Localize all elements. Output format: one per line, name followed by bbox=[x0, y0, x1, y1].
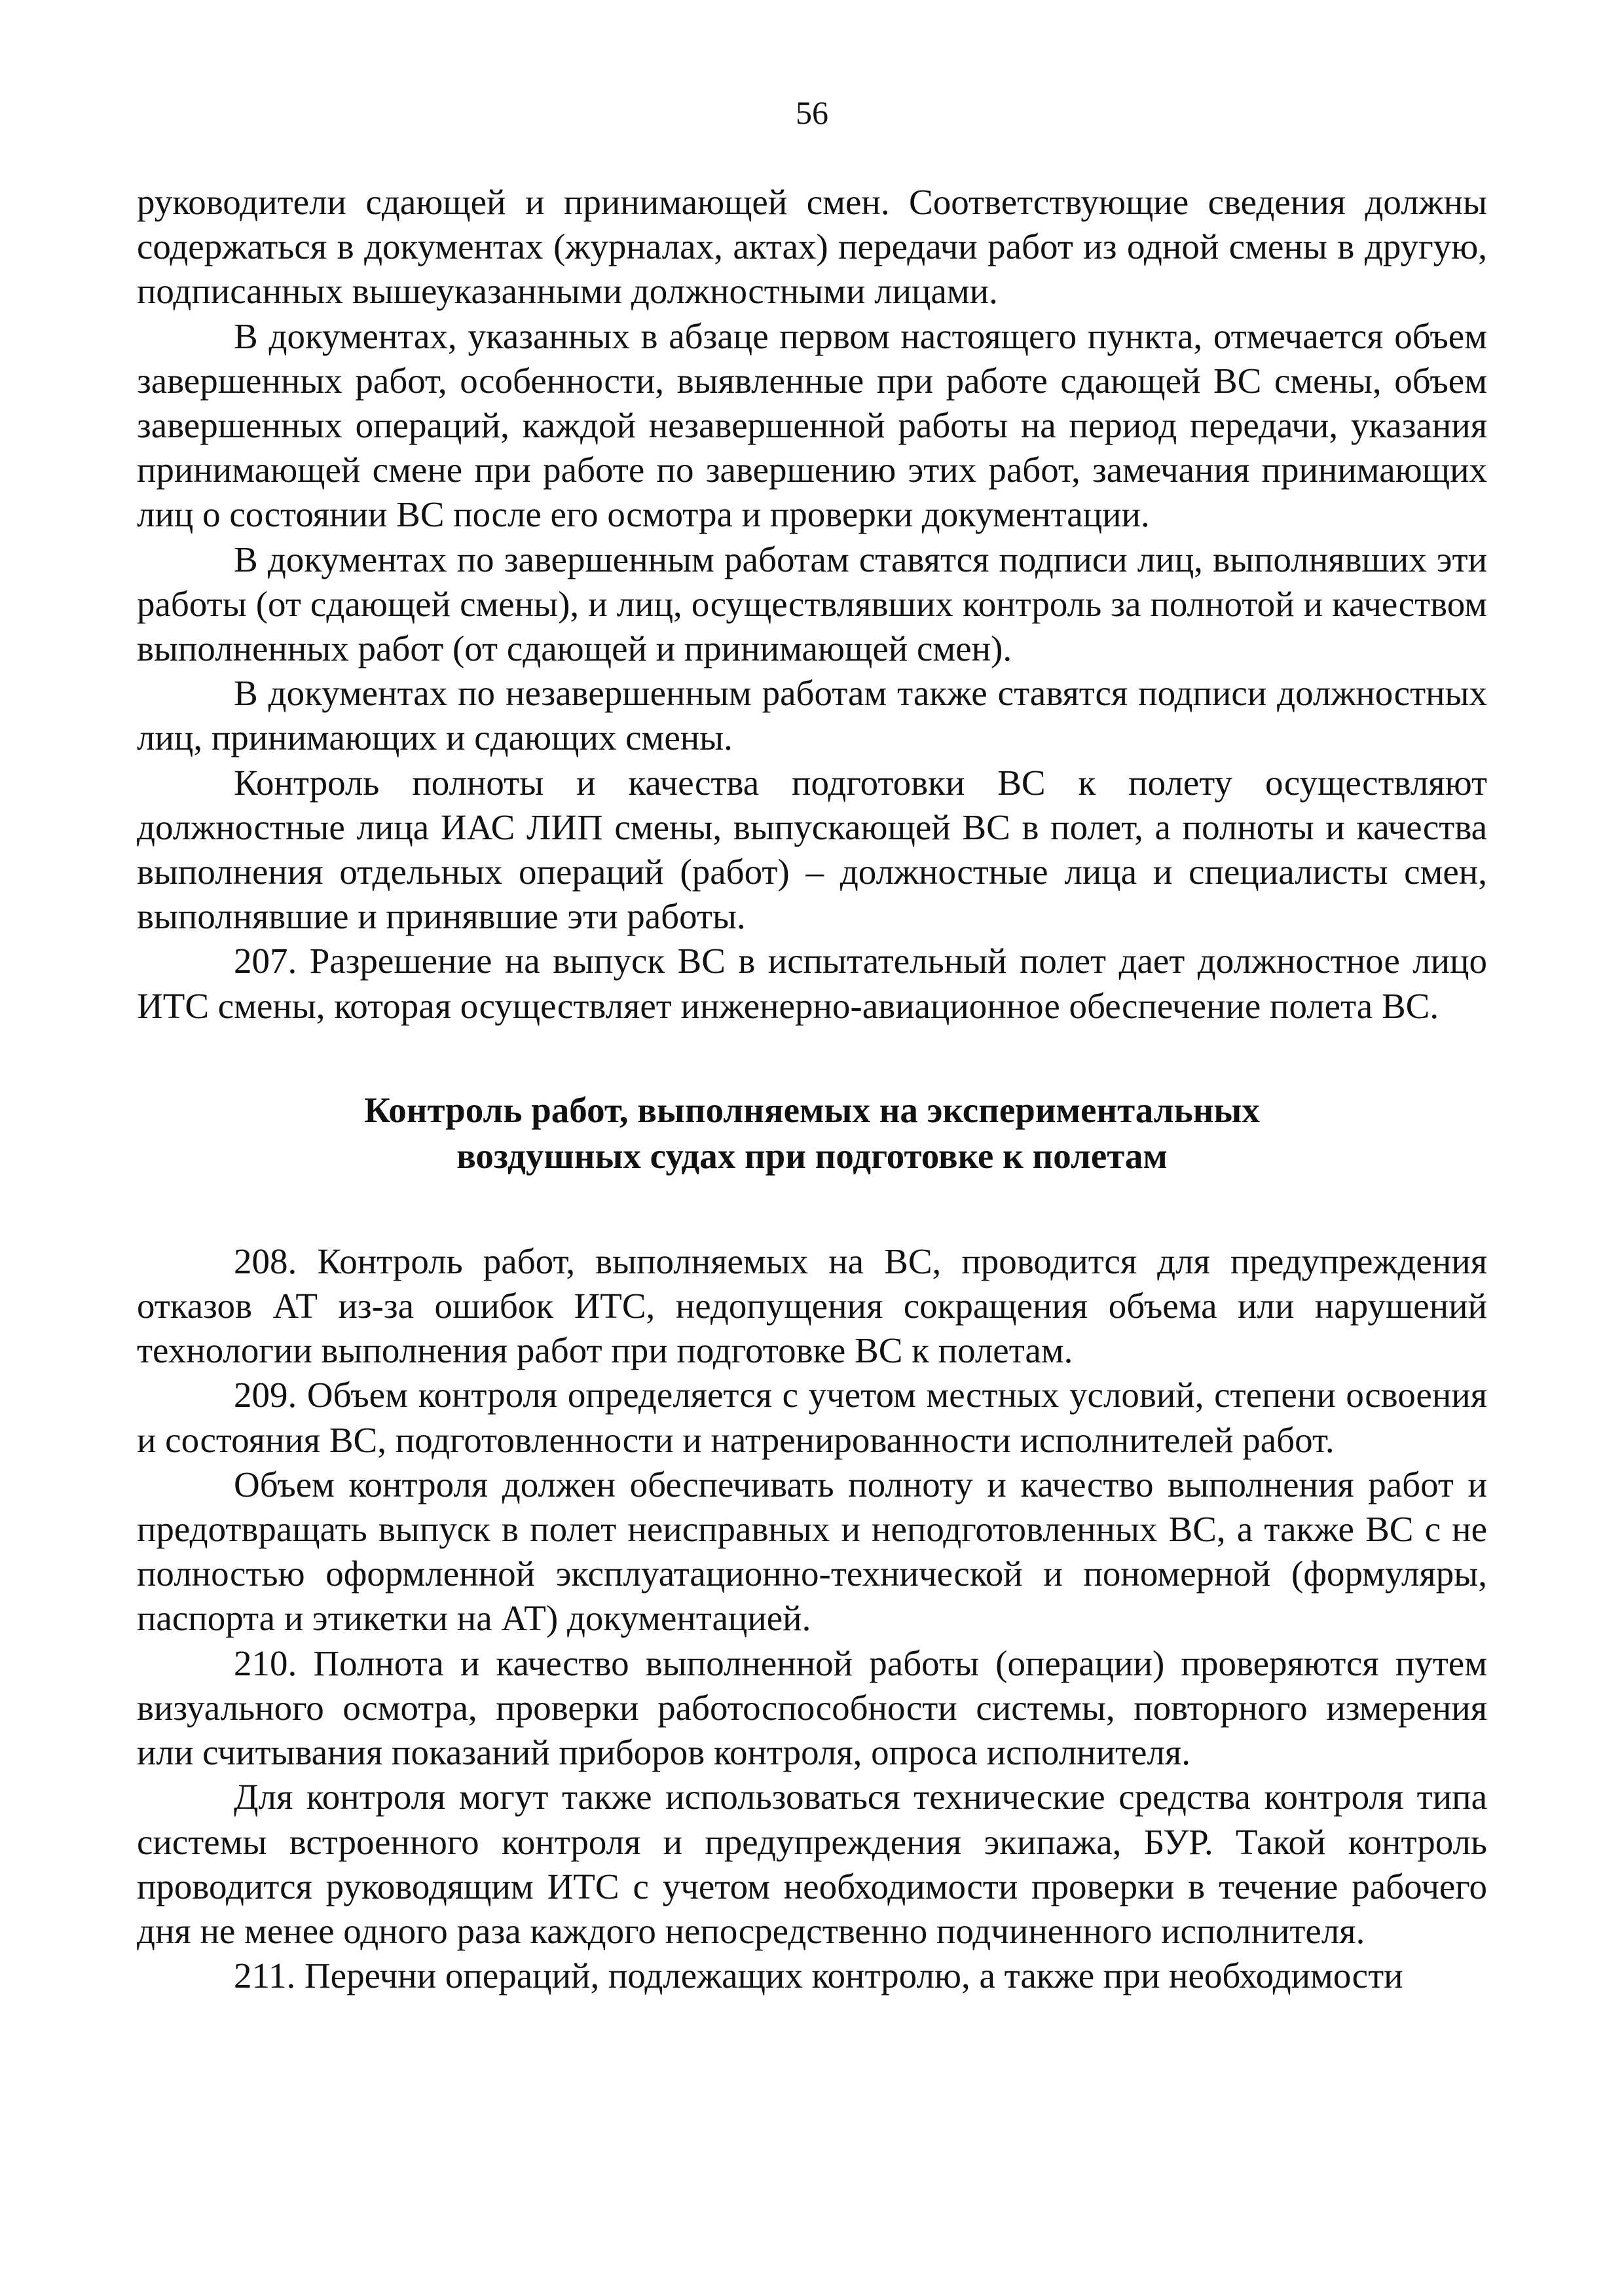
paragraph-item-208: 208. Контроль работ, выполняемых на ВС, проводится для предупреждения отказов АТ из-за ошибок ИТС, недопущения сокращения объема или нарушений технологии выполнения работ при подготовке ВС к полетам. bbox=[137, 1241, 1487, 1371]
paragraph: В документах по завершенным работам ставятся подписи лиц, выполнявших эти работы (от сдающей смены), и лиц, осуществлявших контроль за полнотой и качеством выполненных работ (от сдающей и принимающей смен). bbox=[137, 539, 1487, 669]
paragraph-item-211: 211. Перечни операций, подлежащих контролю, а также при необходимости bbox=[234, 1956, 1403, 1996]
paragraph-item-207: 207. Разрешение на выпуск ВС в испытательный полет дает должностное лицо ИТС смены, которая осуществляет инженерно-авиационное обеспечение полета ВС. bbox=[137, 941, 1487, 1026]
page-number: 56 bbox=[796, 94, 828, 131]
paragraph: В документах, указанных в абзаце первом настоящего пункта, отмечается объем завершенных работ, особенности, выявленные при работе сдающей ВС смены, объем завершенных операций, каждой незавершенной работы на период передачи, указания принимающей смене при работе по завершению этих работ, замечания принимающих лиц о состоянии ВС после его осмотра и проверки документации. bbox=[137, 316, 1487, 535]
paragraph-item-210: 210. Полнота и качество выполненной работы (операции) проверяются путем визуального осмотра, проверки работоспособности системы, повторного измерения или считывания показаний приборов контроля, опроса исполнителя. bbox=[137, 1643, 1487, 1773]
paragraph: Для контроля могут также использоваться технические средства контроля типа системы встроенного контроля и предупреждения экипажа, БУР. Такой контроль проводится руководящим ИТС с учетом необходимости проверки в течение рабочего дня не менее одного раза каждого непосредственно подчиненного исполнителя. bbox=[137, 1777, 1487, 1951]
section-heading-line-1: Контроль работ, выполняемых на экспериментальных bbox=[364, 1089, 1260, 1130]
body-text bbox=[137, 180, 1487, 1998]
section-heading bbox=[137, 1087, 1487, 1179]
section-heading-line-2: воздушных судах при подготовке к полетам bbox=[456, 1135, 1168, 1176]
paragraph-item-209: 209. Объем контроля определяется с учетом местных условий, степени освоения и состояния ВС, подготовленности и натренированности исполнителей работ. bbox=[137, 1375, 1487, 1460]
paragraph-continuation: руководители сдающей и принимающей смен. Соответствующие сведения должны содержаться в документах (журналах, актах) передачи работ из одной смены в другую, подписанных вышеуказанными должностными лицами. bbox=[137, 182, 1487, 312]
paragraph: Объем контроля должен обеспечивать полноту и качество выполнения работ и предотвращать выпуск в полет неисправных и неподготовленных ВС, а также ВС с не полностью оформленной эксплуатационно-технической и пономерной (формуляры, паспорта и этикетки на АТ) документацией. bbox=[137, 1464, 1487, 1639]
paragraph: В документах по незавершенным работам также ставятся подписи должностных лиц, принимающих и сдающих смены. bbox=[137, 673, 1487, 758]
paragraph: Контроль полноты и качества подготовки ВС к полету осуществляют должностные лица ИАС ЛИП смены, выпускающей ВС в полет, а полноты и качества выполнения отдельных операций (работ) – должностные лица и специалисты смен, выполнявшие и принявшие эти работы. bbox=[137, 762, 1487, 937]
